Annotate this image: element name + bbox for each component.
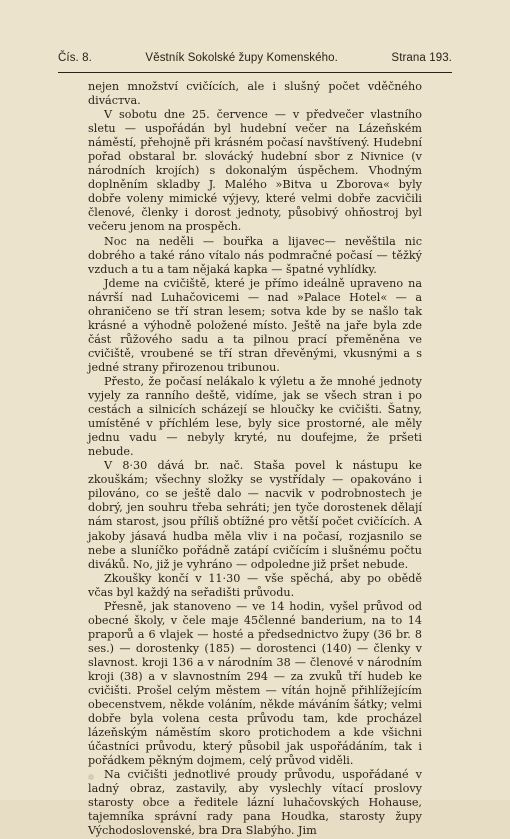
page-number: Strana 193. xyxy=(391,52,452,64)
paragraph: Přesto, že počasí nelákalo k výletu a že mnohé jednoty vyjely za ranního deště, vidíme, jak se všech stran i po cestách a silnicích scházejí se hloučky ke cvičišti. Šatny, umístěné v příchlém lese, byly sice prostorné, ale měly jednu vadu — nebyly kryté, nu doufejme, že pršeti nebude. xyxy=(88,374,422,459)
paragraph: Na cvičišti jednotlivé proudy průvodu, uspořádané v ladný obraz, zastavily, aby vyslechly vítací proslovy starosty obce a ředitele lázní luhačovských Hohause, tajemníka správní rady pana Houdka, starosty župy Východoslovenské, bra Dra Slabýho. Jim xyxy=(88,768,422,838)
paragraph: Jdeme na cvičiště, které je přímo ideálně upraveno na návrší nad Luhačovicemi — nad »Palace Hotel« — a ohraničeno se tří stran lesem; sotva kde by se našlo tak krásné a výhodně položené místo. Ještě na jaře byla zde část růžového sadu a ta pilnou prací přeměněna ve cvičiště, vroubené se tří stran dřevěnými, vkusnými a s jedné strany přirozenou tribunou. xyxy=(88,276,422,374)
paragraph: V 8·30 dává br. nač. Staša povel k nástupu ke zkouškám; všechny složky se vystřídaly — opakováno i pilováno, co se ještě dalo — nacvik v podrobnostech je dobrý, jen souhru třeba sehráti; jen tyče dorostenek dělají nám starost, jsou příliš obtížné pro větší počet cvičících. A jakoby jásavá hudba měla vliv i na počasí, rozjasnilo se nebe a sluníčko pořádně zatápí cvičícím i slušnému počtu diváků. No, již je vyhráno — odpoledne již pršet nebude. xyxy=(88,459,422,571)
journal-title: Věstník Sokolské župy Komenského. xyxy=(145,52,338,64)
article-body xyxy=(88,80,422,839)
running-header xyxy=(58,52,452,64)
header-rule xyxy=(58,72,452,73)
paragraph: Noc na neděli — bouřka a lijavec— nevěštila nic dobrého a také ráno vítalo nás podmračné počasí — těžký vzduch a tu a tam nějaká kapka — špatné vyhlídky. xyxy=(88,234,422,276)
paragraph: nejen množství cvičících, ale i slušný počet vděčného divácтva. xyxy=(88,80,422,108)
paragraph: Zkoušky končí v 11·30 — vše spěchá, aby po obědě včas byl každý na seřadišti průvodu. xyxy=(88,571,422,599)
paper-stain xyxy=(88,774,94,780)
paragraph: Přesně, jak stanoveno — ve 14 hodin, vyšel průvod od obecné školy, v čele maje 45členné banderium, na to 14 praporů a 6 vlajek — hosté a předsednictvo župy (36 br. 8 ses.) — dorostenky (185) — dorostenci (140) — členky v slavnost. kroji 136 a v národním 38 — členové v národním kroji (38) a v slavnostním 294 — za zvuků tří hudeb ke cvičišti. Prošel celým městem — vítán hojně přihlížejícím obecenstvem, někde voláním, někde máváním šátky; velmi dobře byla volena cesta průvodu tam, kde procházel lázeňským náměstím skoro protichodem a kde všichni účastníci průvodu, který působil jak uspořádáním, tak i pořádkem pěkným dojmem, celý průvod viděli. xyxy=(88,599,422,768)
issue-number: Čís. 8. xyxy=(58,52,92,64)
paragraph: V sobotu dne 25. července — v předvečer vlastního sletu — uspořádán byl hudební večer na Lázeňském náměstí, přehojně při krásném počasí navštívený. Hudební pořad obstaral br. slovácký hudební sbor z Nivnice (v národních krojích) s dokonalým úspěchem. Vhodným doplněním skladby J. Malého »Bitva u Zborova« byly dobře voleny mimické výjevy, které velmi dobře zacvičili členové, členky i dorost jednoty, působivý ohňostroj byl večeru jenom na prospěch. xyxy=(88,108,422,234)
